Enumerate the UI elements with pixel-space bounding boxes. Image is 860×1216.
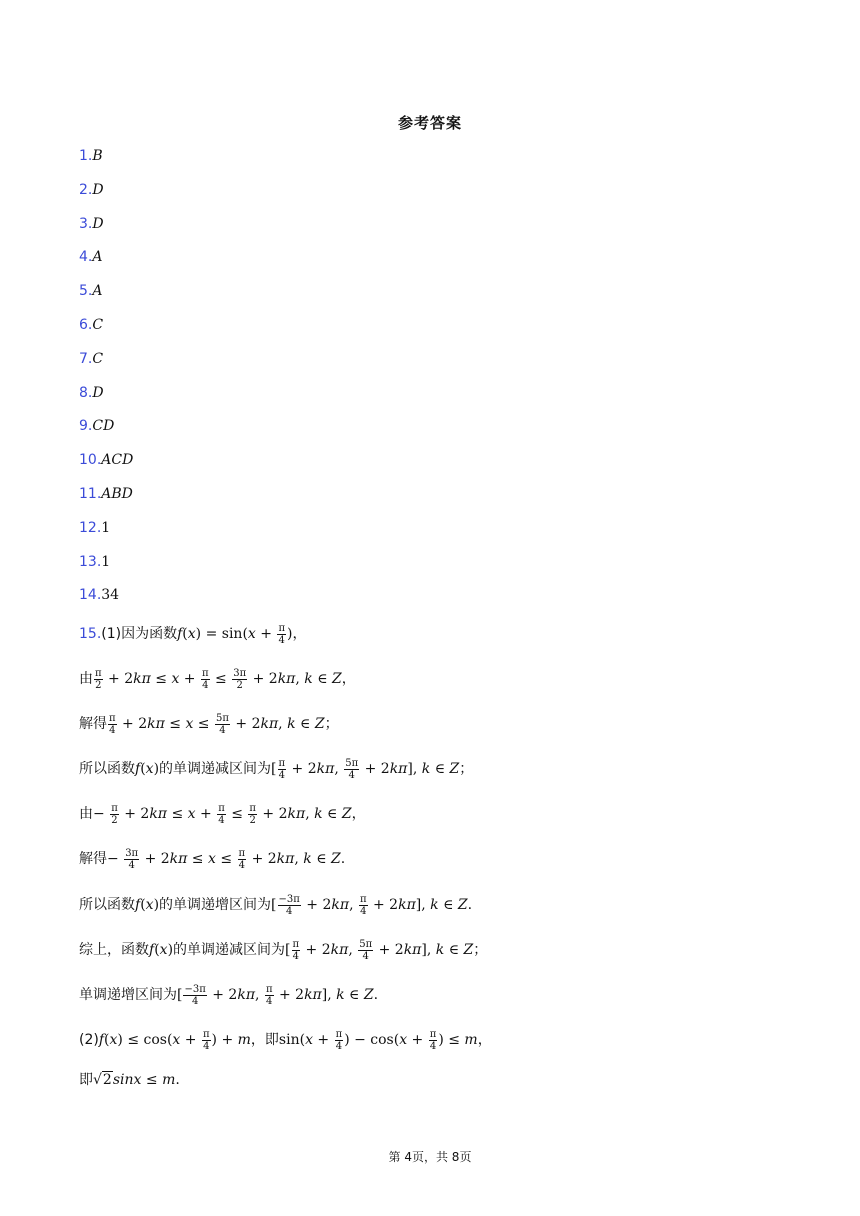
q15-line-1: 15.(1)因为函数f(x) = sin(x + $\frac{\pi}{4}$ )， [79, 622, 307, 646]
question-number: 5. [79, 283, 93, 300]
answer-value: C [92, 350, 104, 367]
q15-line-3: 解得 $\frac{\pi}{4}$ + 2kπ ≤ x ≤ $\frac{5\pi}{4}$ + 2kπ, k ∈ Z； [79, 712, 339, 736]
question-number: 14. [79, 587, 102, 604]
answer-value: D [92, 181, 104, 198]
q15-line-5: 由− $\frac{\pi}{2}$ + 2kπ ≤ x + $\frac{\pi}{4}$ ≤ $\frac{\pi}{2}$ + 2kπ, k ∈ Z， [79, 802, 366, 826]
answer-value: B [92, 148, 103, 164]
question-number: 8. [79, 384, 93, 401]
answer-item [79, 281, 102, 301]
answer-item [79, 315, 103, 335]
question-number: 6. [79, 317, 93, 333]
q15-line-10: (2)f(x) ≤ cos(x + $\frac{\pi}{4}$ ) + m，即sin(x + $\frac{\pi}{4}$ ) − cos(x + $\frac{\pi}{4}$ ) ≤ m， [79, 1028, 492, 1052]
q15-line-11: 即√2sinx ≤ m. [79, 1072, 180, 1088]
question-number: 15. [79, 626, 102, 642]
answer-value: CD [92, 418, 115, 435]
answer-value: A [92, 283, 103, 300]
question-number: 13. [79, 553, 102, 570]
answer-item [79, 180, 104, 200]
answer-item [79, 416, 114, 436]
page-footer: 第 4页，共 8页 [388, 1150, 472, 1164]
answer-value: ABD [101, 486, 133, 502]
answer-value: ACD [101, 452, 134, 469]
q15-line-8: 综上，函数f(x)的单调递减区间为[ $\frac{\pi}{4}$ + 2kπ, $\frac{5\pi}{4}$ + 2kπ], k ∈ Z； [79, 938, 488, 962]
question-number: 1. [79, 148, 93, 164]
answer-value: D [92, 384, 104, 401]
answer-value: 34 [101, 587, 120, 604]
answer-item [79, 518, 110, 538]
answer-value: 1 [101, 553, 111, 570]
question-number: 7. [79, 350, 93, 367]
question-number: 2. [79, 181, 93, 198]
answer-item [79, 450, 133, 470]
q15-line-2: 由 $\frac{\pi}{2}$ + 2kπ ≤ x + $\frac{\pi}{4}$ ≤ $\frac{3\pi}{2}$ + 2kπ, k ∈ Z， [79, 667, 356, 691]
answer-item [79, 214, 104, 234]
answer-value: C [92, 317, 104, 333]
answer-item [79, 247, 102, 267]
question-number: 3. [79, 215, 93, 232]
answer-item [79, 146, 103, 166]
q15-line-6: 解得− $\frac{3\pi}{4}$ + 2kπ ≤ x ≤ $\frac{\pi}{4}$ + 2kπ, k ∈ Z. [79, 847, 346, 871]
q15-line-4: 所以函数f(x)的单调递减区间为[ $\frac{\pi}{4}$ + 2kπ, $\frac{5\pi}{4}$ + 2kπ], k ∈ Z； [79, 757, 474, 781]
question-number: 11. [79, 486, 102, 502]
answer-item [79, 484, 133, 504]
answer-value: A [92, 249, 103, 266]
question-number: 9. [79, 418, 93, 435]
question-number: 12. [79, 519, 102, 536]
answer-item [79, 552, 110, 572]
answer-item [79, 383, 104, 403]
page-title: 参考答案 [397, 114, 462, 132]
q15-line-7: 所以函数f(x)的单调递增区间为[ $\frac{-3\pi}{4}$ + 2kπ, $\frac{\pi}{4}$ + 2kπ], k ∈ Z. [79, 893, 473, 917]
q15-line-9: 单调递增区间为[ $\frac{-3\pi}{4}$ + 2kπ, $\frac{\pi}{4}$ + 2kπ], k ∈ Z. [79, 983, 379, 1007]
answer-value: D [92, 215, 104, 232]
question-number: 10. [79, 452, 102, 469]
answer-item [79, 349, 103, 369]
answer-item [79, 585, 119, 605]
answer-value: 1 [101, 519, 111, 536]
question-number: 4. [79, 249, 93, 266]
